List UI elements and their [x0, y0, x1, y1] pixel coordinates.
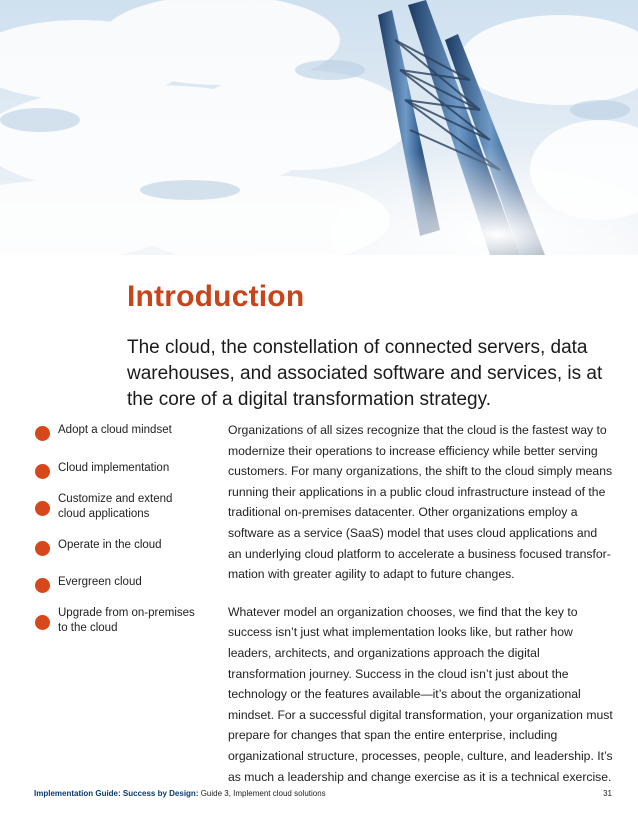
paragraph: Organizations of all sizes recognize that the cloud is the fastest way to modernize their operations to increase efficiency while better serving customers. For many organizations, the shift to the cloud simply means running their applications in a public cloud infrastructure instead of the traditional on-premises datacenter. Other organizations employ a software as a service (SaaS) model that uses cloud applications and an underlying cloud platform to accelerate a business focused transfor-mation with greater agility to adapt to future changes. [228, 423, 613, 582]
paragraph: Whatever model an organization chooses, we find that the key to success isn’t just what implementation looks like, but rather how leaders, architects, and organizations approach the digital transformation journey. Success in the cloud isn’t just about the technology or the features available—it’s about the organizational mindset. For a successful digital transformation, your organization must prepare for changes that span the entire enterprise, including organizational structure, processes, people, culture, and leadership. It’s as much a leadership and change exercise as it is a technical exercise. [228, 604, 613, 784]
nav-item-customize-extend[interactable]: Customize and extend cloud applications [35, 492, 185, 522]
nav-item-evergreen-cloud[interactable]: Evergreen cloud [35, 575, 142, 593]
page-footer [34, 789, 612, 798]
bullet-icon [35, 615, 50, 630]
bullet-icon [35, 464, 50, 479]
nav-item-operate-in-cloud[interactable]: Operate in the cloud [35, 538, 162, 556]
bullet-icon [35, 426, 50, 441]
nav-item-upgrade-on-premises[interactable]: Upgrade from on-premises to the cloud [35, 606, 205, 636]
page-title: Introduction [127, 280, 305, 313]
footer-guide-title: Implementation Guide: Success by Design: [34, 789, 199, 798]
body-text [228, 420, 614, 804]
footer-guide-subtitle: Guide 3, Implement cloud solutions [198, 789, 326, 798]
nav-item-cloud-implementation[interactable]: Cloud implementation [35, 461, 169, 479]
footer-guide [34, 789, 326, 798]
bullet-icon [35, 578, 50, 593]
hero-image [0, 0, 638, 255]
bullet-icon [35, 501, 50, 516]
intro-subtitle: The cloud, the constellation of connected servers, data warehouses, and associated software and services, is at the core of a digital transformation strategy. [127, 337, 603, 410]
page-number: 31 [603, 789, 612, 798]
bullet-icon [35, 541, 50, 556]
nav-item-adopt-cloud-mindset[interactable]: Adopt a cloud mindset [35, 423, 172, 441]
